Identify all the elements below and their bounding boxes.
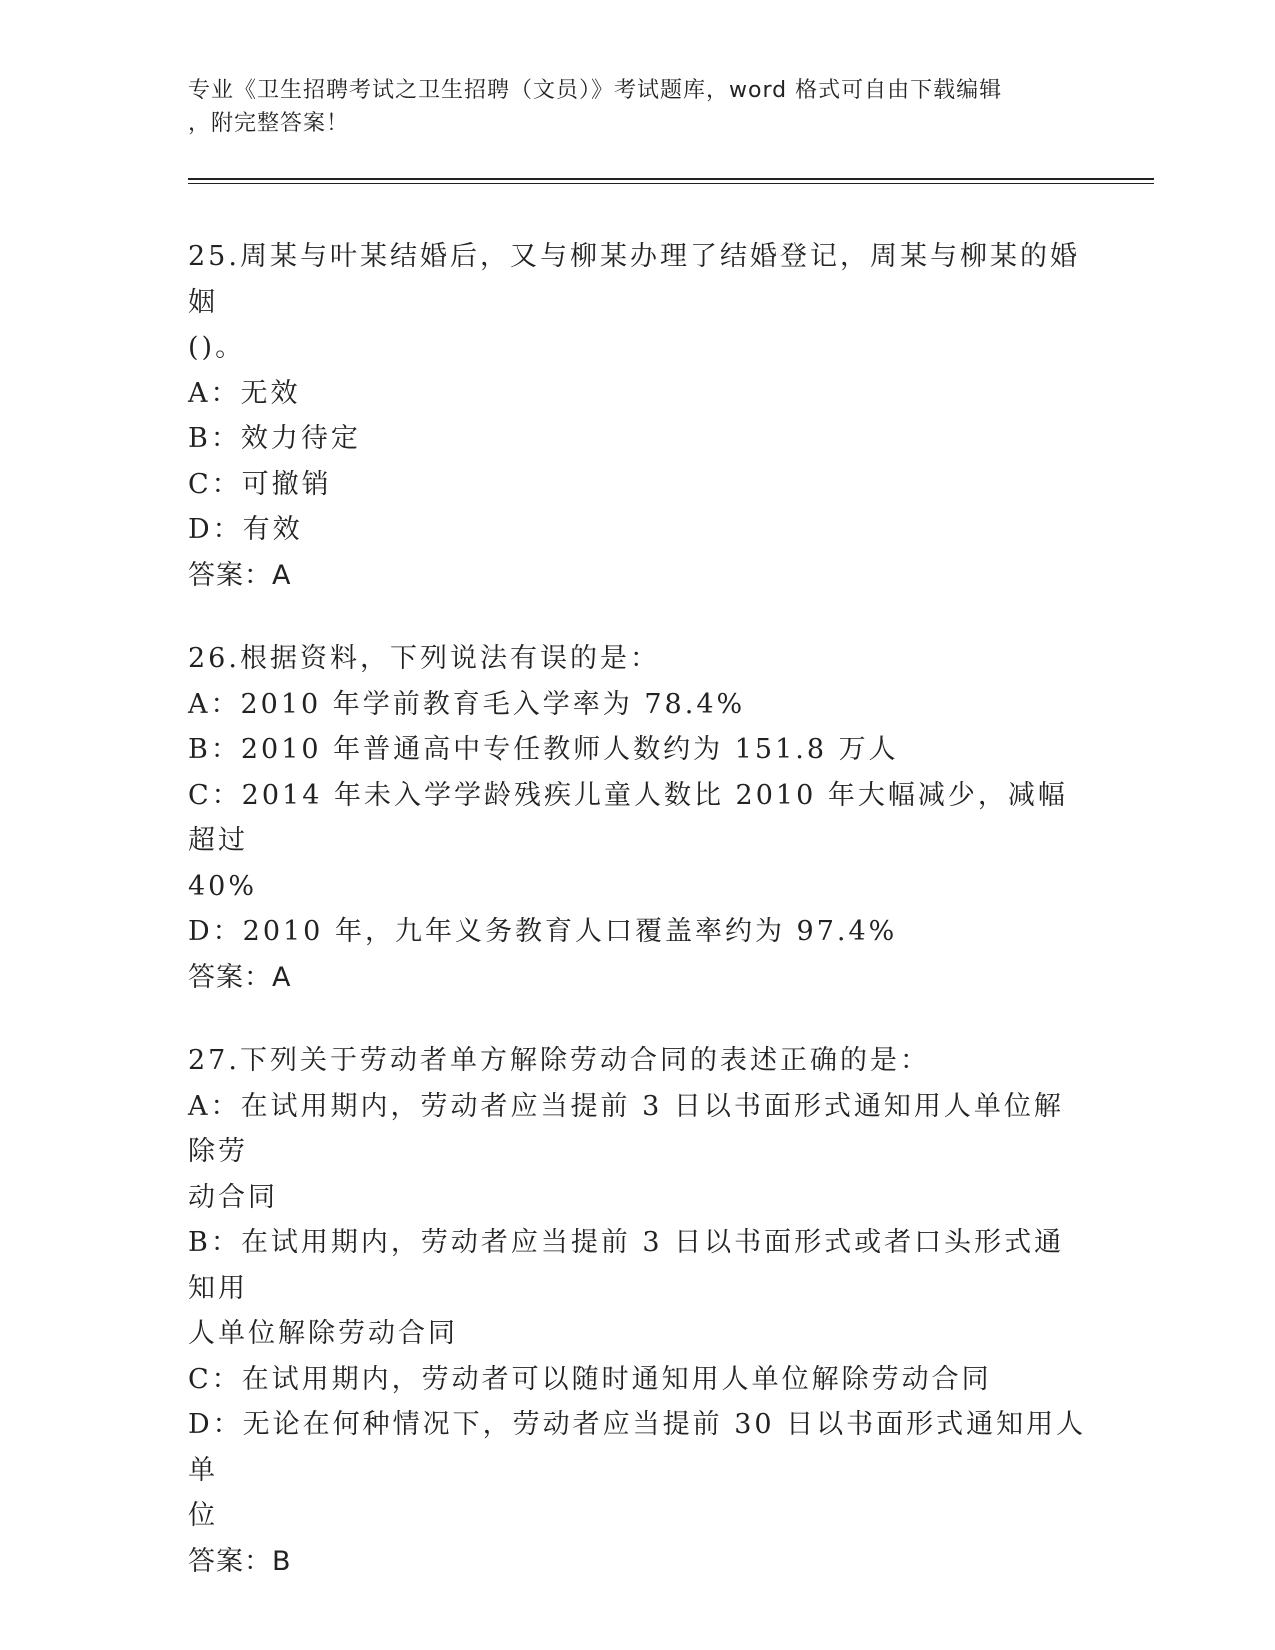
question-26 bbox=[188, 636, 1088, 1000]
option-a: A：无效 bbox=[188, 377, 301, 409]
option-d-continued: 位 bbox=[188, 1500, 218, 1531]
option-b: B：在试用期内，劳动者应当提前 3 日以书面形式或者口头形式通知用 bbox=[188, 1227, 1065, 1304]
question-stem: 25.周某与叶某结婚后，又与柳某办理了结婚登记，周某与柳某的婚姻 bbox=[188, 241, 1080, 318]
option-c: C：2014 年未入学学龄残疾儿童人数比 2010 年大幅减少，减幅超过 bbox=[188, 779, 1068, 856]
option-c: C：可撤销 bbox=[188, 468, 332, 500]
option-b-continued: 人单位解除劳动合同 bbox=[188, 1318, 458, 1349]
header-divider-thick bbox=[188, 178, 1154, 180]
question-25 bbox=[188, 234, 1088, 598]
header-divider-thin bbox=[188, 183, 1154, 184]
answer-label: 答案：B bbox=[188, 1545, 292, 1577]
option-c: C：在试用期内，劳动者可以随时通知用人单位解除劳动合同 bbox=[188, 1363, 992, 1395]
option-b: B：2010 年普通高中专任教师人数约为 151.8 万人 bbox=[188, 734, 899, 765]
question-stem-continued: ()。 bbox=[188, 332, 246, 363]
option-a: A：2010 年学前教育毛入学率为 78.4% bbox=[188, 688, 746, 720]
header-line-1: 专业《卫生招聘考试之卫生招聘（文员）》考试题库，word 格式可自由下载编辑 bbox=[188, 78, 1003, 103]
answer-label: 答案：A bbox=[188, 559, 292, 591]
option-c-continued: 40% bbox=[188, 870, 258, 902]
answer-label: 答案：A bbox=[188, 961, 292, 993]
question-stem: 27.下列关于劳动者单方解除劳动合同的表述正确的是： bbox=[188, 1045, 930, 1076]
document-header bbox=[188, 74, 1088, 140]
header-line-2: ，附完整答案！ bbox=[188, 111, 350, 136]
question-27 bbox=[188, 1038, 1088, 1584]
option-d: D：有效 bbox=[188, 514, 303, 545]
option-a: A：在试用期内，劳动者应当提前 3 日以书面形式通知用人单位解除劳 bbox=[188, 1090, 1064, 1167]
option-a-continued: 动合同 bbox=[188, 1181, 278, 1213]
option-d: D：2010 年，九年义务教育人口覆盖率约为 97.4% bbox=[188, 916, 898, 947]
question-stem: 26.根据资料，下列说法有误的是： bbox=[188, 643, 660, 674]
option-d: D：无论在何种情况下，劳动者应当提前 30 日以书面形式通知用人单 bbox=[188, 1409, 1087, 1486]
option-b: B：效力待定 bbox=[188, 423, 361, 454]
question-list bbox=[188, 234, 1088, 1622]
